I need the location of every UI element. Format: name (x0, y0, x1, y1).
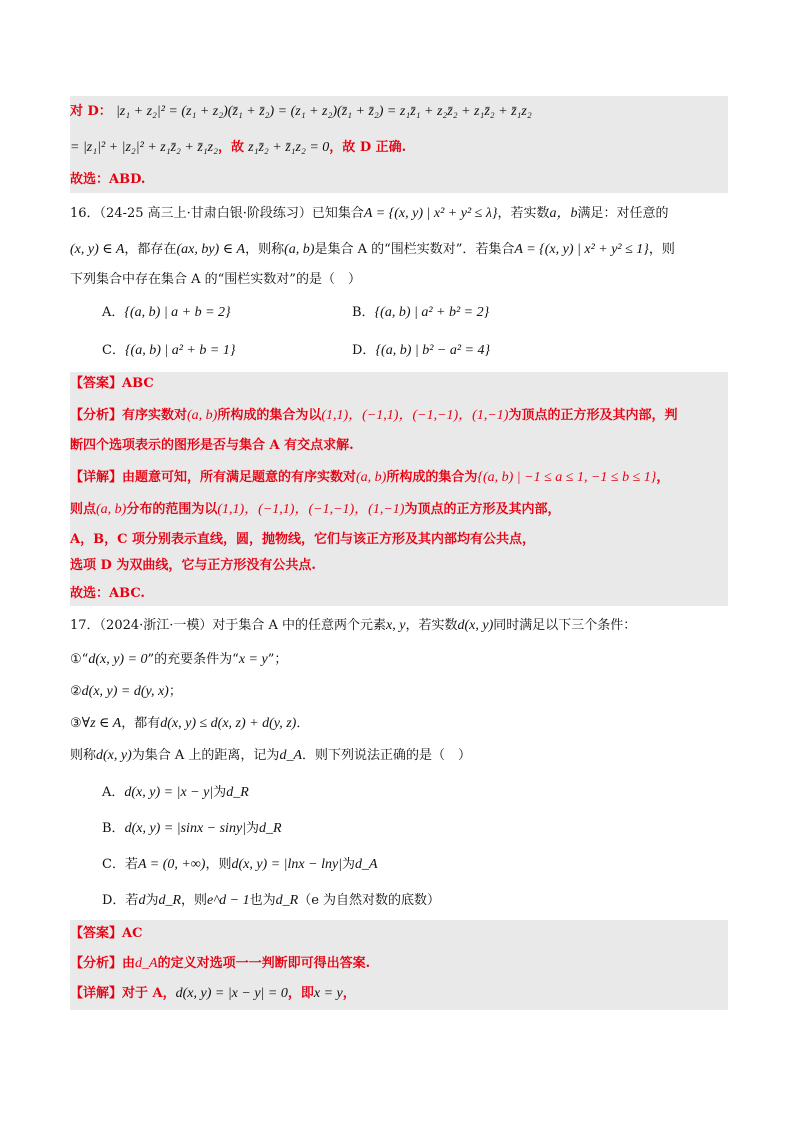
q16-option-a: A．{(a, b) | a + b = 2} (102, 305, 231, 320)
q17-option-a: A．d(x, y) = |x − y|为d_R (102, 785, 249, 800)
solution-choice: 故选：ABD. (70, 172, 146, 187)
question-16 (70, 200, 728, 370)
q17-solution-block (70, 920, 728, 1010)
q17-condition-1: ①“d(x, y) = 0”的充要条件为“x = y”； (70, 652, 288, 667)
q17-condition-2: ②d(x, y) = d(y, x)； (70, 684, 182, 699)
q17-answer: 【答案】AC (70, 926, 143, 941)
q16-choice-block (70, 582, 728, 606)
q16-answer: 【答案】ABC (70, 376, 154, 391)
q16-analysis-line-1: 【分析】有序实数对(a, b)所构成的集合为以(1,1)，(−1,1)，(−1,−1)，(1,−1)为顶点的正方形及其内部，判 (70, 408, 678, 423)
q16-option-c: C．{(a, b) | a² + b = 1} (102, 343, 236, 358)
previous-solution-block (70, 96, 728, 193)
q16-analysis-line-2: 断四个选项表示的图形是否与集合 A 有交点求解. (70, 438, 354, 453)
solution-d-line-1: 对 D： |z₁ + z₂|² = (z₁ + z₂)(z̄₁ + z̄₂) = (z₁ + z₂)(z̄₁ + z̄₂) = z₁z̄₁ + z₂z̄₂ + z₁z̄₂ + z̄₁z₂ (70, 104, 532, 119)
solution-d-line-2: = |z₁|² + |z₂|² + z₁z̄₂ + z̄₁z₂，故 z₁z̄₂ + z̄₁z₂ = 0，故 D 正确. (70, 140, 407, 155)
q16-detail-line-4: 选项 D 为双曲线，它与正方形没有公共点. (70, 558, 316, 573)
q17-stem-line-1: 17．（2024·浙江·一模）对于集合 A 中的任意两个元素x, y，若实数d(x, y)同时满足以下三个条件： (70, 618, 637, 633)
question-17 (70, 612, 728, 922)
q17-stem-line-2: 则称d(x, y)为集合 A 上的距离，记为d_A．则下列说法正确的是（ ） (70, 748, 472, 763)
q16-choice: 故选：ABC. (70, 586, 145, 601)
q16-solution-block (70, 372, 728, 582)
q16-stem-line-2: (x, y) ∈ A，都存在(ax, by) ∈ A，则称(a, b)是集合 A 的“围栏实数对”．若集合A = {(x, y) | x² + y² ≤ 1}，则 (70, 242, 675, 257)
q17-detail: 【详解】对于 A，d(x, y) = |x − y| = 0，即x = y， (70, 986, 356, 1001)
q17-option-d: D．若d为d_R，则e^d − 1也为d_R（e 为自然对数的底数） (102, 893, 441, 908)
q17-option-c: C．若A = (0, +∞)，则d(x, y) = |lnx − lny|为d_A (102, 857, 378, 872)
q16-detail-line-1: 【详解】由题意可知，所有满足题意的有序实数对(a, b)所构成的集合为{(a, b) | −1 ≤ a ≤ 1, −1 ≤ b ≤ 1}， (70, 470, 670, 485)
q16-option-d: D．{(a, b) | b² − a² = 4} (352, 343, 491, 358)
q16-stem-line-3: 下列集合中存在集合 A 的“围栏实数对”的是（ ） (70, 272, 361, 287)
q17-analysis: 【分析】由d_A的定义对选项一一判断即可得出答案. (70, 956, 371, 971)
q16-option-b: B．{(a, b) | a² + b² = 2} (352, 305, 490, 320)
q16-detail-line-3: A，B，C 项分别表示直线，圆，抛物线，它们与该正方形及其内部均有公共点， (70, 532, 535, 547)
q17-condition-3: ③∀z ∈ A，都有d(x, y) ≤ d(x, z) + d(y, z)． (70, 716, 310, 731)
q16-detail-line-2: 则点(a, b)分布的范围为以(1,1)，(−1,1)，(−1,−1)，(1,−1)为顶点的正方形及其内部， (70, 502, 561, 517)
q16-stem-line-1: 16．（24-25 高三上·甘肃白银·阶段练习）已知集合A = {(x, y) | x² + y² ≤ λ}，若实数a，b满足：对任意的 (70, 206, 669, 221)
q17-option-b: B．d(x, y) = |sinx − siny|为d_R (102, 821, 282, 836)
